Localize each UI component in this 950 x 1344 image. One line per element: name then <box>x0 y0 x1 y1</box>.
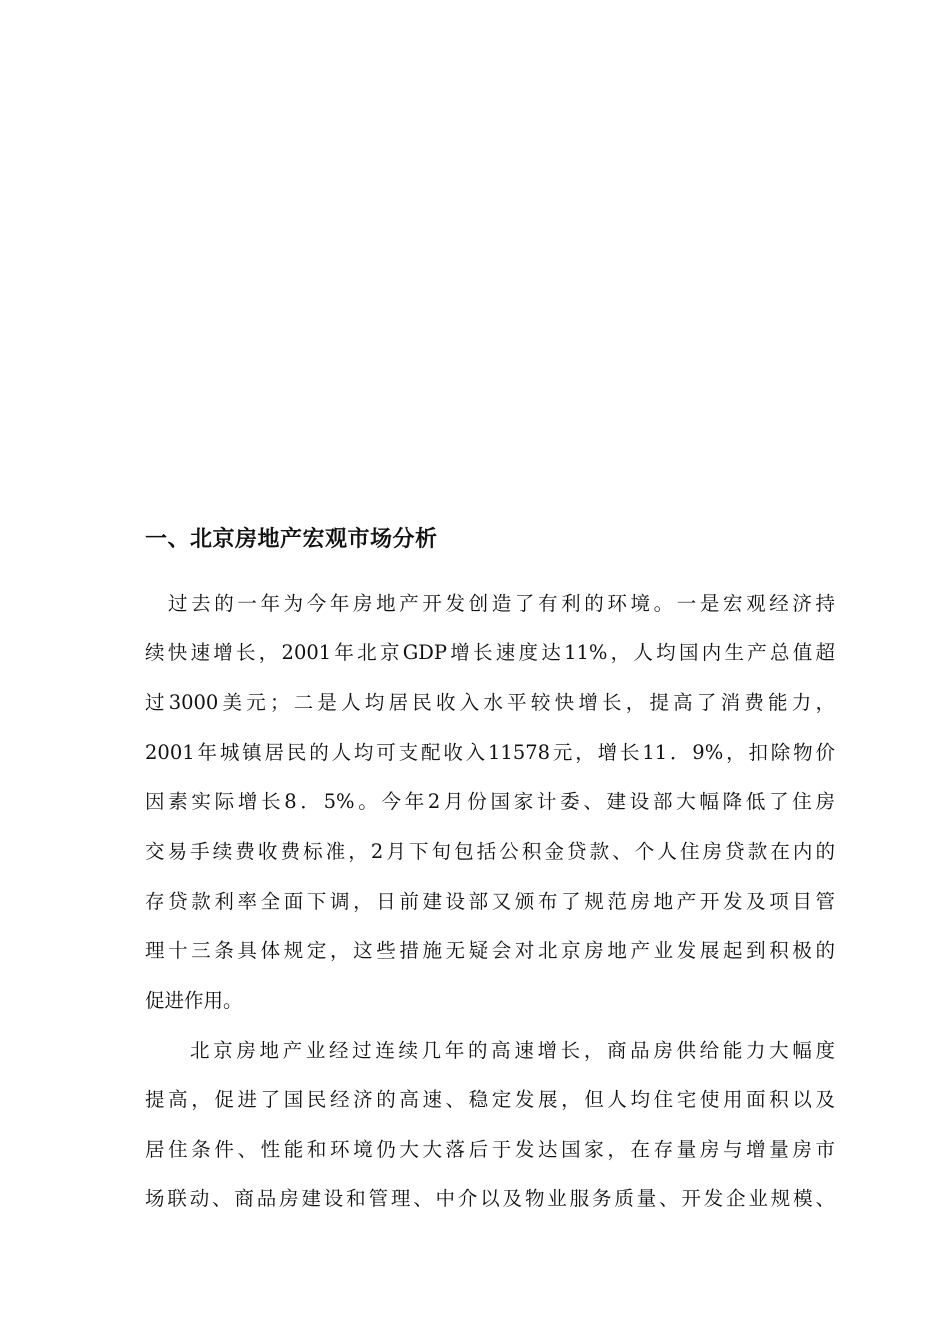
paragraph-line: 场联动、商品房建设和管理、中介以及物业服务质量、开发企业规模、 <box>145 1187 835 1210</box>
paragraph-line: 居住条件、性能和环境仍大大落后于发达国家，在存量房与增量房市 <box>145 1138 835 1161</box>
paragraph-line: 存贷款利率全面下调，日前建设部又颁布了规范房地产开发及项目管 <box>145 890 835 913</box>
paragraph-line: 交易手续费收费标准，2月下旬包括公积金贷款、个人住房贷款在内的 <box>145 840 835 863</box>
paragraph-line: 促进作用。 <box>145 989 243 1012</box>
paragraph-line: 过3000美元；二是人均居民收入水平较快增长，提高了消费能力， <box>145 691 835 714</box>
paragraph-line: 北京房地产业经过连续几年的高速增长，商品房供给能力大幅度 <box>190 1039 835 1062</box>
paragraph-line: 理十三条具体规定，这些措施无疑会对北京房地产业发展起到积极的 <box>145 939 835 962</box>
paragraph-line: 2001年城镇居民的人均可支配收入11578元，增长11．9%，扣除物价 <box>145 741 835 764</box>
paragraph-line: 续快速增长，2001年北京GDP增长速度达11%，人均国内生产总值超 <box>145 641 835 664</box>
paragraph-line: 提高，促进了国民经济的高速、稳定发展，但人均住宅使用面积以及 <box>145 1088 835 1111</box>
paragraph-line: 因素实际增长8．5%。今年2月份国家计委、建设部大幅降低了住房 <box>145 790 835 813</box>
paragraph-line: 过去的一年为今年房地产开发创造了有利的环境。一是宏观经济持 <box>168 592 835 615</box>
section-heading: 一、北京房地产宏观市场分析 <box>145 527 438 552</box>
